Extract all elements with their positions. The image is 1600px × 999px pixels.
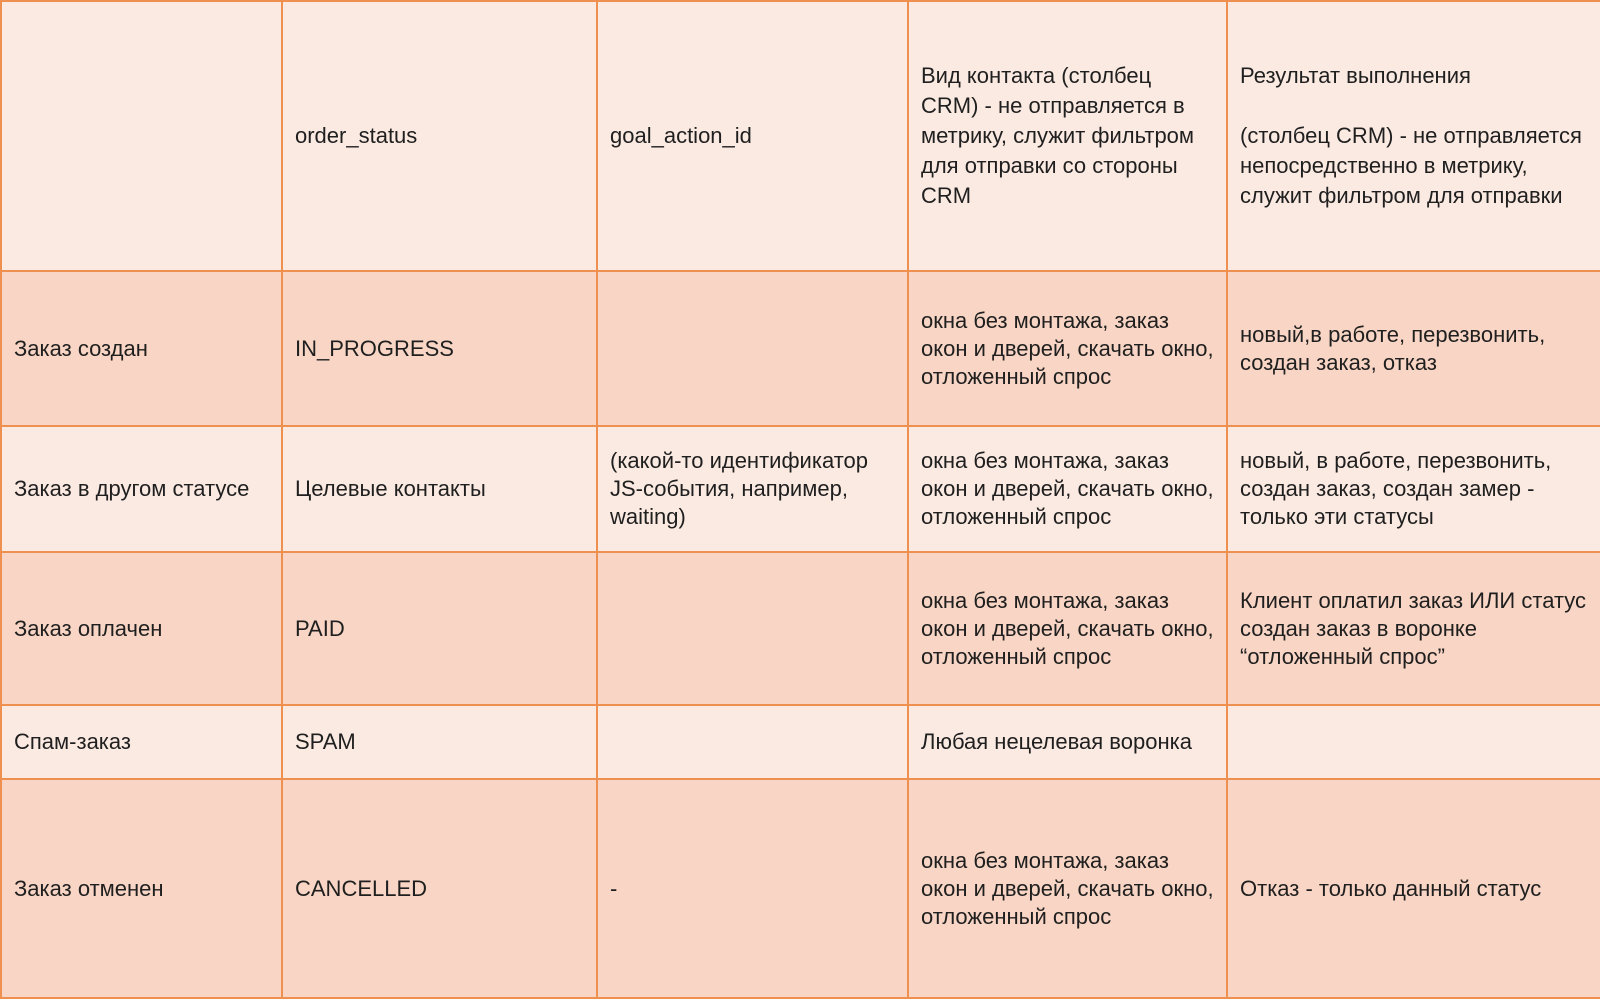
header-contact-type-cell: Вид контакта (столбец CRM) - не отправляется в метрику, служит фильтром для отправки со стороны CRM xyxy=(908,1,1227,271)
goal-action-id-cell: - xyxy=(597,779,908,998)
row-label-cell: Спам-заказ xyxy=(1,705,282,779)
result-cell: Отказ - только данный статус xyxy=(1227,779,1600,998)
contact-type-cell: окна без монтажа, заказ окон и дверей, скачать окно, отложенный спрос xyxy=(908,271,1227,426)
row-label-cell: Заказ отменен xyxy=(1,779,282,998)
header-result-line2: (столбец CRM) - не отправляется непосредственно в метрику, служит фильтром для отправки xyxy=(1240,123,1582,208)
order-status-cell: SPAM xyxy=(282,705,597,779)
contact-type-cell: окна без монтажа, заказ окон и дверей, скачать окно, отложенный спрос xyxy=(908,779,1227,998)
result-cell: новый, в работе, перезвонить, создан заказ, создан замер - только эти статусы xyxy=(1227,426,1600,552)
result-cell: новый,в работе, перезвонить, создан заказ, отказ xyxy=(1227,271,1600,426)
result-cell: Клиент оплатил заказ ИЛИ статус создан заказ в воронке “отложенный спрос” xyxy=(1227,552,1600,705)
goal-action-id-cell xyxy=(597,705,908,779)
contact-type-cell: Любая нецелевая воронка xyxy=(908,705,1227,779)
table-row-order-cancelled xyxy=(1,779,1600,998)
contact-type-cell: окна без монтажа, заказ окон и дверей, скачать окно, отложенный спрос xyxy=(908,552,1227,705)
order-status-cell: PAID xyxy=(282,552,597,705)
table-row-order-created xyxy=(1,271,1600,426)
order-status-cell: Целевые контакты xyxy=(282,426,597,552)
header-goal-action-id-cell: goal_action_id xyxy=(597,1,908,271)
header-order-status-cell: order_status xyxy=(282,1,597,271)
table-row-order-paid xyxy=(1,552,1600,705)
table-row-spam-order xyxy=(1,705,1600,779)
result-cell xyxy=(1227,705,1600,779)
row-label-cell: Заказ оплачен xyxy=(1,552,282,705)
header-result-line1: Результат выполнения xyxy=(1240,63,1471,88)
goal-action-id-cell xyxy=(597,271,908,426)
goal-action-id-cell: (какой-то идентификатор JS-события, например, waiting) xyxy=(597,426,908,552)
header-result-cell xyxy=(1227,1,1600,271)
order-status-cell: IN_PROGRESS xyxy=(282,271,597,426)
table-row-order-other-status xyxy=(1,426,1600,552)
row-label-cell: Заказ в другом статусе xyxy=(1,426,282,552)
header-label-cell xyxy=(1,1,282,271)
goal-action-id-cell xyxy=(597,552,908,705)
contact-type-cell: окна без монтажа, заказ окон и дверей, скачать окно, отложенный спрос xyxy=(908,426,1227,552)
row-label-cell: Заказ создан xyxy=(1,271,282,426)
order-status-cell: CANCELLED xyxy=(282,779,597,998)
header-row xyxy=(1,1,1600,271)
